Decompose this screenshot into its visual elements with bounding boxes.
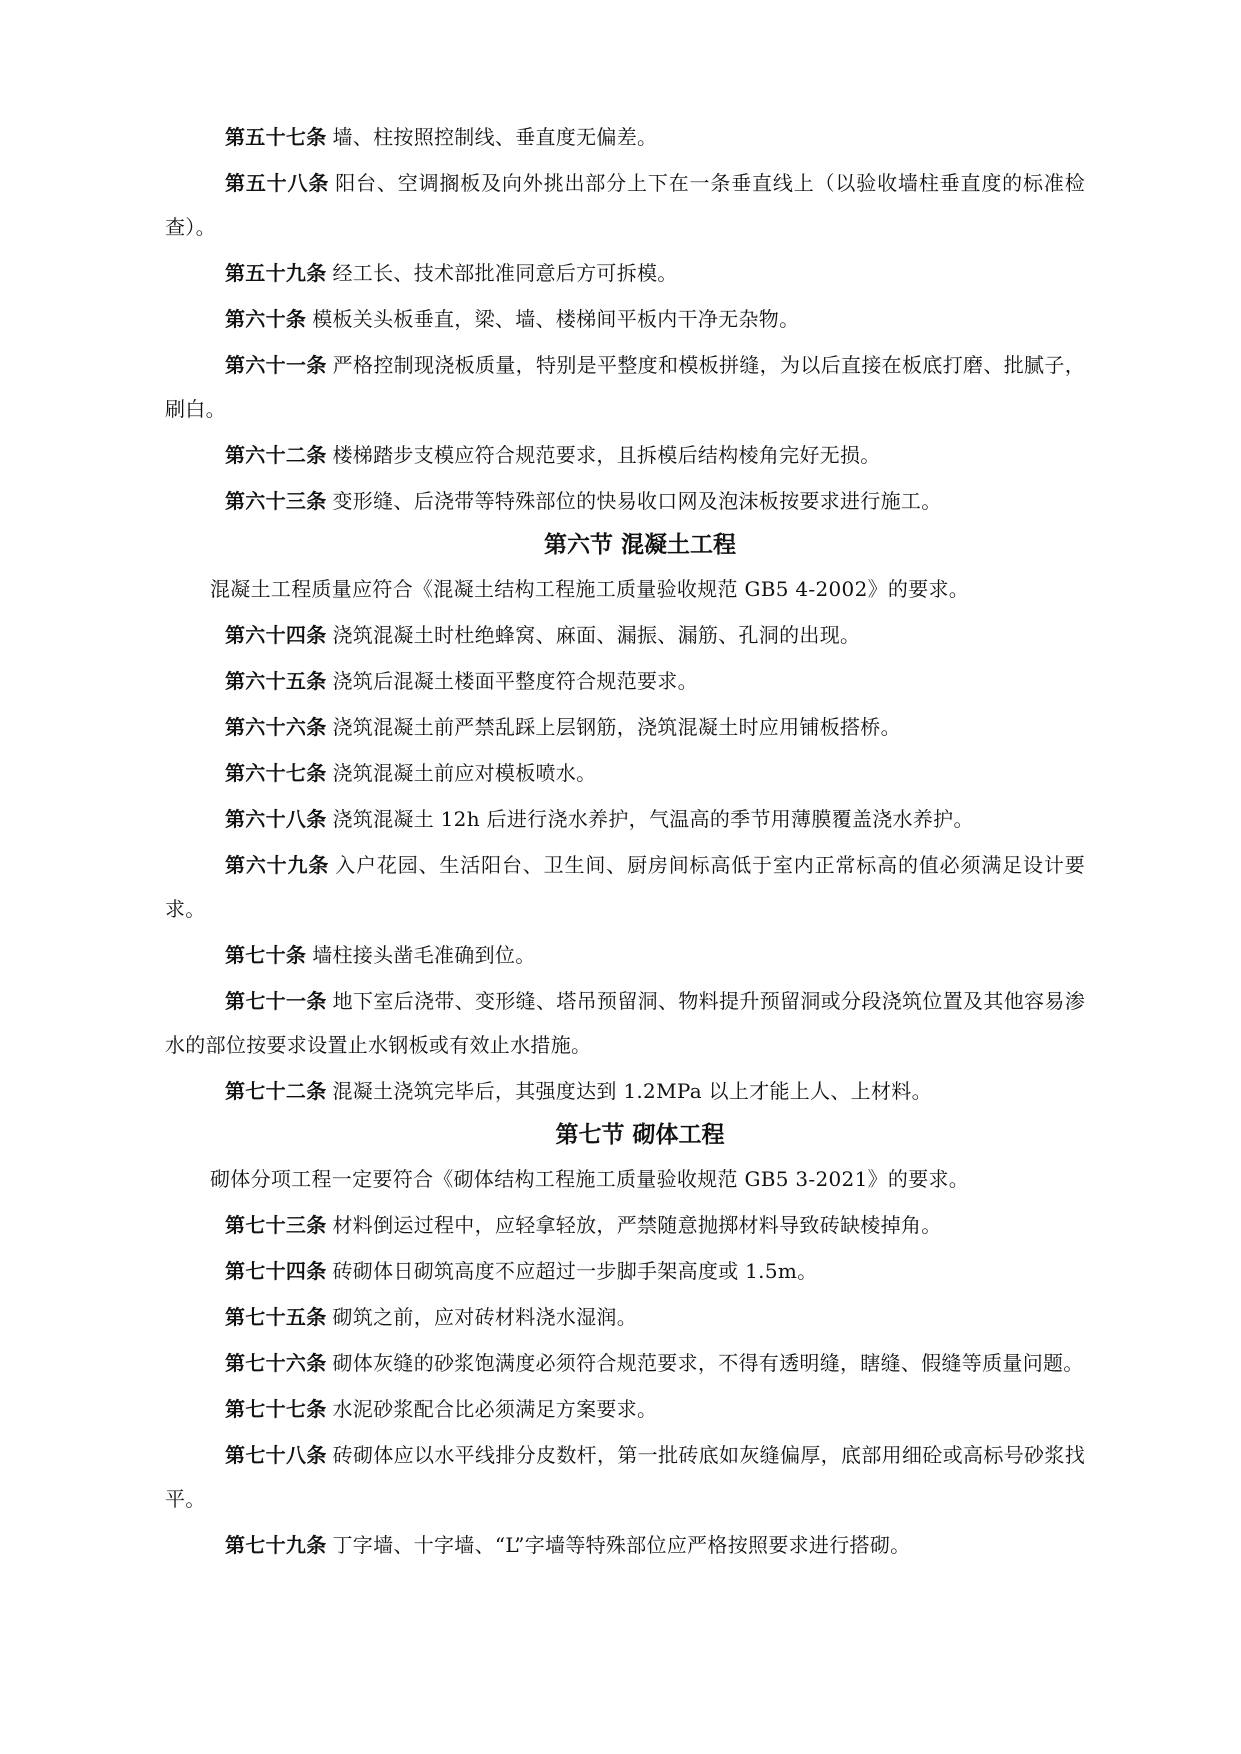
article-65 [165, 659, 1085, 703]
article-text: 地下室后浇带、变形缝、塔吊预留洞、物料提升预留洞或分段浇筑位置及其他容易渗水的部位按要求设置止水钢板或有效止水措施。 [165, 989, 1085, 1057]
article-text: 材料倒运过程中，应轻拿轻放，严禁随意抛掷材料导致砖缺棱掉角。 [332, 1213, 942, 1237]
article-text: 楼梯踏步支模应符合规范要求，且拆模后结构棱角完好无损。 [332, 443, 881, 467]
article-number: 第七十二条 [225, 1079, 327, 1103]
article-67 [165, 751, 1085, 795]
article-text: 严格控制现浇板质量，特别是平整度和模板拼缝，为以后直接在板底打磨、批腻子，刷白。 [165, 353, 1085, 421]
article-number: 第六十九条 [225, 853, 330, 877]
article-number: 第五十七条 [225, 125, 327, 149]
article-62 [165, 433, 1085, 477]
article-70 [165, 933, 1085, 977]
article-73 [165, 1203, 1085, 1247]
article-text: 混凝土浇筑完毕后，其强度达到 1.2MPa 以上才能上人、上材料。 [332, 1079, 932, 1103]
article-number: 第七十六条 [225, 1351, 327, 1375]
article-number: 第五十九条 [225, 261, 327, 285]
article-number: 第七十八条 [225, 1443, 327, 1467]
article-61 [165, 343, 1085, 431]
article-74 [165, 1249, 1085, 1293]
article-number: 第六十七条 [225, 761, 327, 785]
article-number: 第六十一条 [225, 353, 327, 377]
article-number: 第六十条 [225, 307, 307, 331]
article-text: 水泥砂浆配合比必须满足方案要求。 [332, 1397, 658, 1421]
article-text: 变形缝、后浇带等特殊部位的快易收口网及泡沫板按要求进行施工。 [332, 489, 942, 513]
article-78 [165, 1433, 1085, 1521]
article-text: 浇筑混凝土 12h 后进行浇水养护，气温高的季节用薄膜覆盖浇水养护。 [332, 807, 974, 831]
article-number: 第六十六条 [225, 715, 327, 739]
article-number: 第六十四条 [225, 623, 327, 647]
article-71 [165, 979, 1085, 1067]
article-text: 阳台、空调搁板及向外挑出部分上下在一条垂直线上（以验收墙柱垂直度的标准检查）。 [165, 171, 1085, 239]
section-7-heading: 第七节 砌体工程 [555, 1122, 725, 1148]
article-text: 砖砌体应以水平线排分皮数杆，第一批砖底如灰缝偏厚，底部用细砼或高标号砂浆找平。 [165, 1443, 1085, 1511]
article-text: 浇筑混凝土前应对模板喷水。 [332, 761, 597, 785]
section-6-heading: 第六节 混凝土工程 [543, 532, 736, 558]
article-68 [165, 797, 1085, 841]
article-number: 第七十五条 [225, 1305, 327, 1329]
article-number: 第七十七条 [225, 1397, 327, 1421]
article-64 [165, 613, 1085, 657]
article-60 [165, 297, 1085, 341]
article-number: 第七十四条 [225, 1259, 327, 1283]
article-number: 第七十一条 [225, 989, 327, 1013]
article-57 [165, 115, 1085, 159]
article-number: 第五十八条 [225, 171, 330, 195]
article-69 [165, 843, 1085, 931]
article-text: 墙柱接头凿毛准确到位。 [312, 943, 536, 967]
document-body [165, 115, 1085, 1569]
article-text: 入户花园、生活阳台、卫生间、厨房间标高低于室内正常标高的值必须满足设计要求。 [165, 853, 1085, 921]
article-list-concrete [165, 613, 1085, 1113]
article-number: 第六十八条 [225, 807, 327, 831]
article-75 [165, 1295, 1085, 1339]
article-number: 第七十条 [225, 943, 307, 967]
article-number: 第六十二条 [225, 443, 327, 467]
section-6-intro: 混凝土工程质量应符合《混凝土结构工程施工质量验收规范 GB5 4-2002》的要求。 [210, 577, 970, 601]
article-number: 第七十三条 [225, 1213, 327, 1237]
article-text: 经工长、技术部批准同意后方可拆模。 [332, 261, 678, 285]
article-text: 丁字墙、十字墙、“L”字墙等特殊部位应严格按照要求进行搭砌。 [332, 1533, 911, 1557]
article-number: 第六十三条 [225, 489, 327, 513]
article-76 [165, 1341, 1085, 1385]
article-63 [165, 479, 1085, 523]
article-list-formwork [165, 115, 1085, 523]
article-72 [165, 1069, 1085, 1113]
article-text: 浇筑后混凝土楼面平整度符合规范要求。 [332, 669, 698, 693]
article-text: 墙、柱按照控制线、垂直度无偏差。 [332, 125, 658, 149]
article-text: 砌筑之前，应对砖材料浇水湿润。 [332, 1305, 637, 1329]
article-77 [165, 1387, 1085, 1431]
article-text: 模板关头板垂直，梁、墙、楼梯间平板内干净无杂物。 [312, 307, 800, 331]
article-text: 浇筑混凝土时杜绝蜂窝、麻面、漏振、漏筋、孔洞的出现。 [332, 623, 861, 647]
article-text: 砌体灰缝的砂浆饱满度必须符合规范要求，不得有透明缝，瞎缝、假缝等质量问题。 [332, 1351, 1084, 1375]
article-59 [165, 251, 1085, 295]
article-58 [165, 161, 1085, 249]
article-number: 第六十五条 [225, 669, 327, 693]
article-66 [165, 705, 1085, 749]
article-number: 第七十九条 [225, 1533, 327, 1557]
article-text: 砖砌体日砌筑高度不应超过一步脚手架高度或 1.5m。 [332, 1259, 818, 1283]
article-text: 浇筑混凝土前严禁乱踩上层钢筋，浇筑混凝土时应用铺板搭桥。 [332, 715, 901, 739]
article-list-masonry [165, 1203, 1085, 1567]
section-7-intro: 砌体分项工程一定要符合《砌体结构工程施工质量验收规范 GB5 3-2021》的要求。 [210, 1167, 970, 1191]
article-79 [165, 1523, 1085, 1567]
